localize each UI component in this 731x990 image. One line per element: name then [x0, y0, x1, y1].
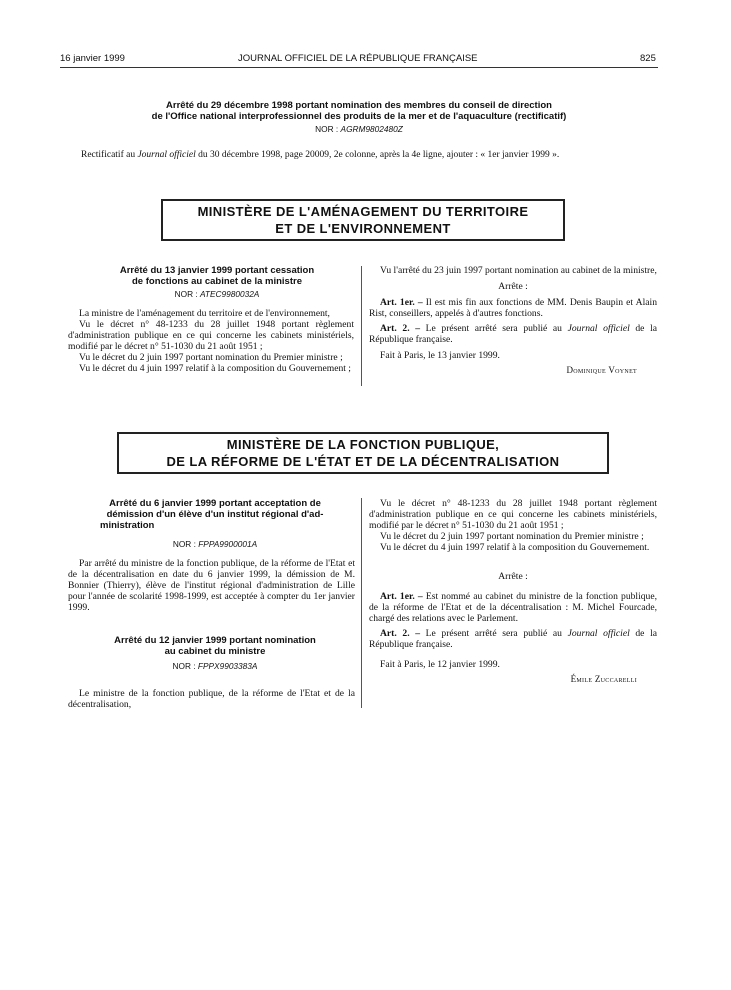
arrete-title-line: Arrêté du 29 décembre 1998 portant nomination des membres du conseil de direction: [166, 100, 552, 111]
arrete-keyword: Arrête :: [498, 281, 528, 292]
arrete-title-line: Arrêté du 6 janvier 1999 portant acceptation de: [109, 498, 321, 509]
paragraph: Le ministre de la fonction publique, de la réforme de l'Etat et de la décentralisation,: [68, 688, 355, 710]
ministry-heading-box: [161, 199, 565, 241]
arrete-demission-heading: [80, 498, 350, 549]
ministry-heading-line: ET DE L'ENVIRONNEMENT: [275, 221, 451, 236]
header-journal-title: JOURNAL OFFICIEL DE LA RÉPUBLIQUE FRANÇAISE: [238, 53, 478, 64]
ministry-heading-line: MINISTÈRE DE LA FONCTION PUBLIQUE,: [226, 437, 500, 452]
arrete-title-line: au cabinet du ministre: [164, 646, 266, 657]
arrete-nomination-heading: [80, 635, 350, 671]
paragraph: Vu le décret du 4 juin 1997 relatif à la composition du Gouvernement.: [380, 542, 650, 553]
arrete-nomination-right-column: [369, 498, 657, 685]
ministry-heading-line: MINISTÈRE DE L'AMÉNAGEMENT DU TERRITOIRE: [197, 204, 529, 219]
ministry-heading-line: DE LA RÉFORME DE L'ÉTAT ET DE LA DÉCENTRALISATION: [166, 454, 560, 469]
paragraph: Vu le décret du 4 juin 1997 relatif à la composition du Gouvernement ;: [79, 363, 351, 374]
arrete-rectificatif: [60, 100, 658, 134]
ministry-heading-box: [117, 432, 609, 474]
article-2: Art. 2. – Le présent arrêté sera publié au Journal officiel de la République française.: [369, 628, 657, 650]
arrete-title-line: ministration: [100, 520, 155, 531]
paragraph: Vu l'arrêté du 23 juin 1997 portant nomination au cabinet de la ministre,: [380, 265, 657, 276]
arrete-cessation-left-column: [68, 308, 354, 374]
paragraph: La ministre de l'aménagement du territoire et de l'environnement,: [79, 308, 330, 319]
paragraph: Vu le décret n° 48-1233 du 28 juillet 1948 portant règlement d'administration publique en ce qui concerne les cabinets ministériels, modifié par le décret n° 51-1030 du 21 août 1951 ;: [369, 498, 657, 531]
article-1: Art. 1er. – Est nommé au cabinet du ministre de la fonction publique, de la réforme de l'Etat et de la décentralisation : M. Michel Fourcade, chargé des relations avec le Parlement.: [369, 591, 657, 624]
article-2: Art. 2. – Le présent arrêté sera publié au Journal officiel de la République française.: [369, 323, 657, 345]
arrete-cessation-heading: [82, 265, 352, 299]
paragraph: Par arrêté du ministre de la fonction publique, de la réforme de l'Etat et de la décentralisation en date du 6 janvier 1999, la démission de M. Bonnier (Thierry), élève de l'institut régional d'administration de Lille pour l'année de scolarité 1998-1999, est acceptée à compter du 1er janvier 1999.: [68, 558, 355, 613]
signature: Dominique Voynet: [566, 365, 637, 375]
fait-a-paris: Fait à Paris, le 12 janvier 1999.: [380, 659, 500, 670]
nor-reference: NOR : ATEC9980032A: [174, 289, 260, 299]
paragraph: Vu le décret du 2 juin 1997 portant nomination du Premier ministre ;: [380, 531, 644, 542]
arrete-title-line: de l'Office national interprofessionnel des produits de la mer et de l'aquaculture (rectificatif): [151, 111, 567, 122]
article-1: Art. 1er. – Il est mis fin aux fonctions de MM. Denis Baupin et Alain Rist, conseillers, appelés à d'autres fonctions.: [369, 297, 657, 319]
paragraph: Vu le décret n° 48-1233 du 28 juillet 1948 portant règlement d'administration publique en ce qui concerne les cabinets ministériels, modifié par le décret n° 51-1030 du 21 août 1951 ;: [68, 319, 354, 352]
column-divider: [361, 498, 362, 708]
paragraph: Vu le décret du 2 juin 1997 portant nomination du Premier ministre ;: [79, 352, 343, 363]
arrete-title-line: démission d'un élève d'un institut régional d'ad-: [106, 509, 324, 520]
header-date: 16 janvier 1999: [60, 53, 125, 64]
arrete-title-line: de fonctions au cabinet de la ministre: [132, 276, 302, 287]
arrete-cessation-right-column: [369, 265, 657, 376]
arrete-keyword: Arrête :: [498, 571, 528, 582]
nor-reference: NOR : FPPA9900001A: [172, 539, 258, 549]
fait-a-paris: Fait à Paris, le 13 janvier 1999.: [380, 350, 500, 361]
nor-reference: NOR : FPPX9903383A: [172, 661, 258, 671]
header-rule: [60, 67, 658, 68]
rectificatif-text: Rectificatif au Journal officiel du 30 décembre 1998, page 20009, 2e colonne, après la 4e ligne, ajouter : « 1er janvier 1999 ».: [81, 150, 560, 160]
header-page-number: 825: [640, 53, 656, 64]
arrete-title-line: Arrêté du 12 janvier 1999 portant nomination: [114, 635, 316, 646]
nor-reference: NOR : AGRM9802480Z: [315, 124, 403, 134]
column-divider: [361, 266, 362, 386]
arrete-title-line: Arrêté du 13 janvier 1999 portant cessation: [119, 265, 315, 276]
signature: Émile Zuccarelli: [570, 674, 637, 684]
